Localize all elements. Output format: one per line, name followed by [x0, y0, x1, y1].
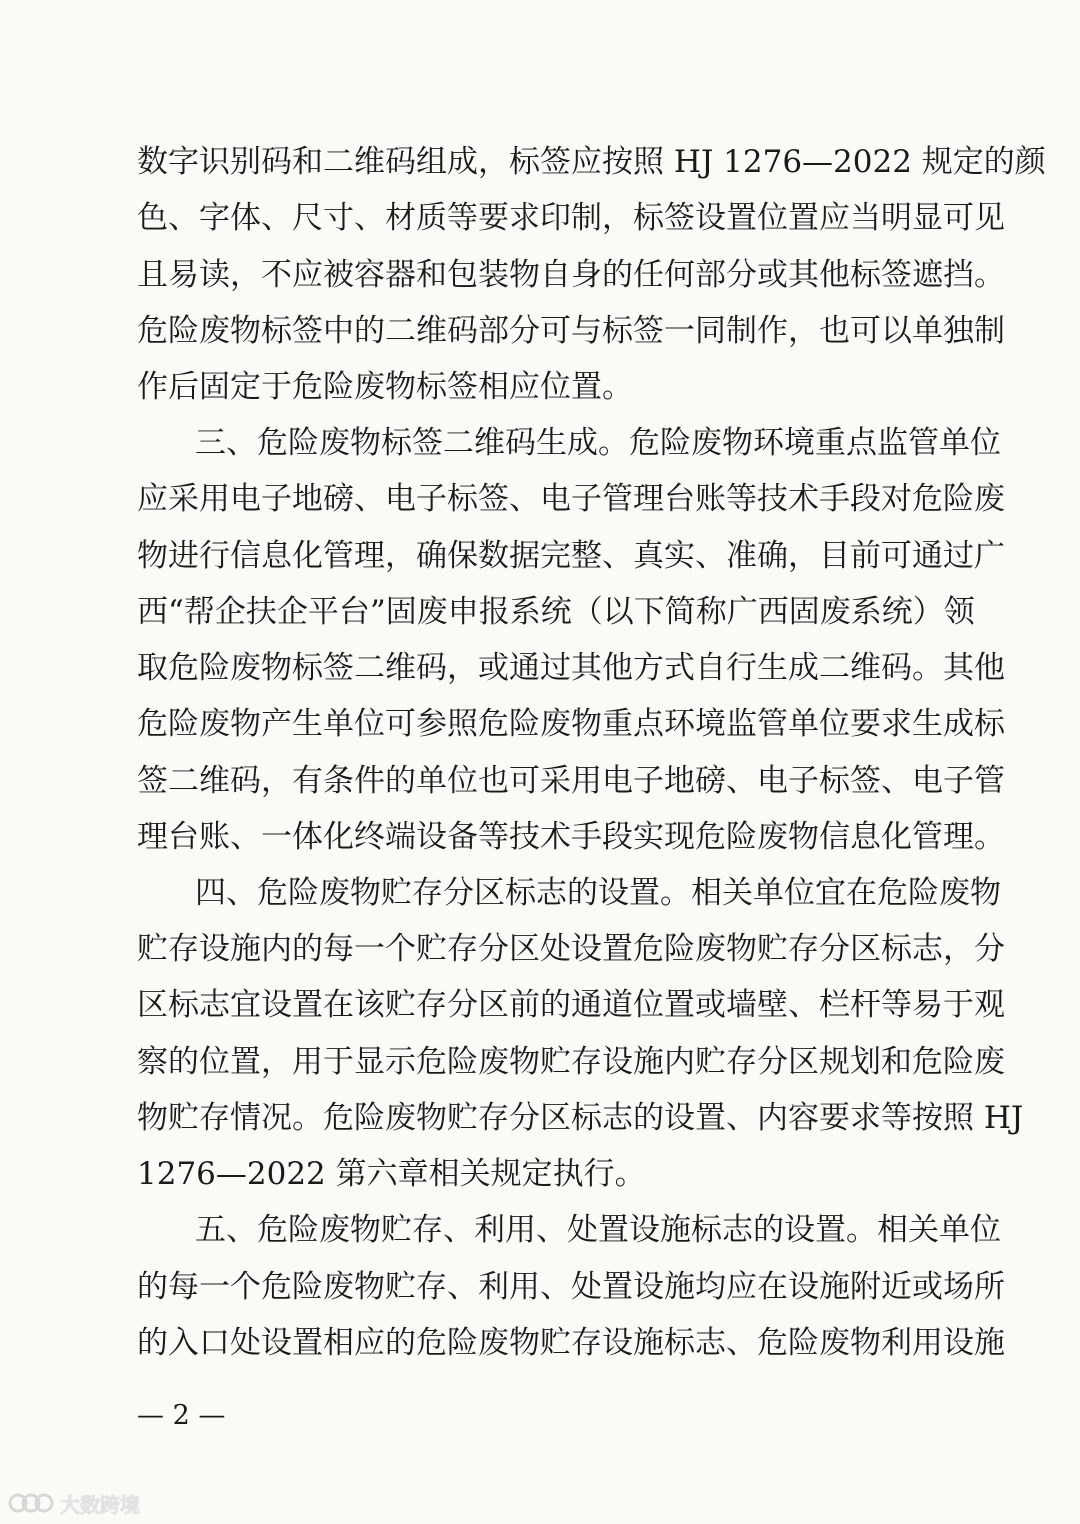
watermark-logo-icon	[8, 1490, 54, 1516]
text-line-7: 应采用电子地磅、电子标签、电子管理台账等技术手段对危险废	[137, 481, 1005, 517]
text-line-19: 1276—2022 第六章相关规定执行。	[137, 1156, 646, 1192]
text-line-16: 区标志宜设置在该贮存分区前的通道位置或墙壁、栏杆等易于观	[137, 987, 1005, 1023]
text-line-12: 签二维码，有条件的单位也可采用电子地磅、电子标签、电子管	[137, 763, 1005, 799]
text-line-10: 取危险废物标签二维码，或通过其他方式自行生成二维码。其他	[137, 650, 1005, 686]
text-line-6: 三、危险废物标签二维码生成。危险废物环境重点监管单位	[195, 425, 1001, 461]
text-line-1: 数字识别码和二维码组成，标签应按照 HJ 1276—2022 规定的颜	[137, 144, 1046, 180]
text-line-14: 四、危险废物贮存分区标志的设置。相关单位宜在危险废物	[195, 875, 1001, 911]
text-line-5: 作后固定于危险废物标签相应位置。	[137, 369, 633, 405]
text-line-2: 色、字体、尺寸、材质等要求印制，标签设置位置应当明显可见	[137, 200, 1005, 236]
text-line-22: 的入口处设置相应的危险废物贮存设施标志、危险废物利用设施	[137, 1325, 1005, 1361]
watermark	[8, 1488, 140, 1518]
text-line-8: 物进行信息化管理，确保数据完整、真实、准确，目前可通过广	[137, 538, 1005, 574]
page-number: — 2 —	[137, 1400, 226, 1431]
text-line-9: 西“帮企扶企平台”固废申报系统（以下简称广西固废系统）领	[137, 594, 975, 630]
watermark-text: 大数跨境	[60, 1492, 140, 1517]
text-line-11: 危险废物产生单位可参照危险废物重点环境监管单位要求生成标	[137, 706, 1005, 742]
text-line-4: 危险废物标签中的二维码部分可与标签一同制作，也可以单独制	[137, 313, 1005, 349]
text-line-18: 物贮存情况。危险废物贮存分区标志的设置、内容要求等按照 HJ	[137, 1100, 1024, 1136]
text-line-15: 贮存设施内的每一个贮存分区处设置危险废物贮存分区标志，分	[137, 931, 1005, 967]
text-line-21: 的每一个危险废物贮存、利用、处置设施均应在设施附近或场所	[137, 1269, 1005, 1305]
text-line-20: 五、危险废物贮存、利用、处置设施标志的设置。相关单位	[195, 1212, 1001, 1248]
text-line-13: 理台账、一体化终端设备等技术手段实现危险废物信息化管理。	[137, 819, 1005, 855]
text-line-3: 且易读，不应被容器和包装物自身的任何部分或其他标签遮挡。	[137, 257, 1005, 293]
text-line-17: 察的位置，用于显示危险废物贮存设施内贮存分区规划和危险废	[137, 1044, 1005, 1080]
